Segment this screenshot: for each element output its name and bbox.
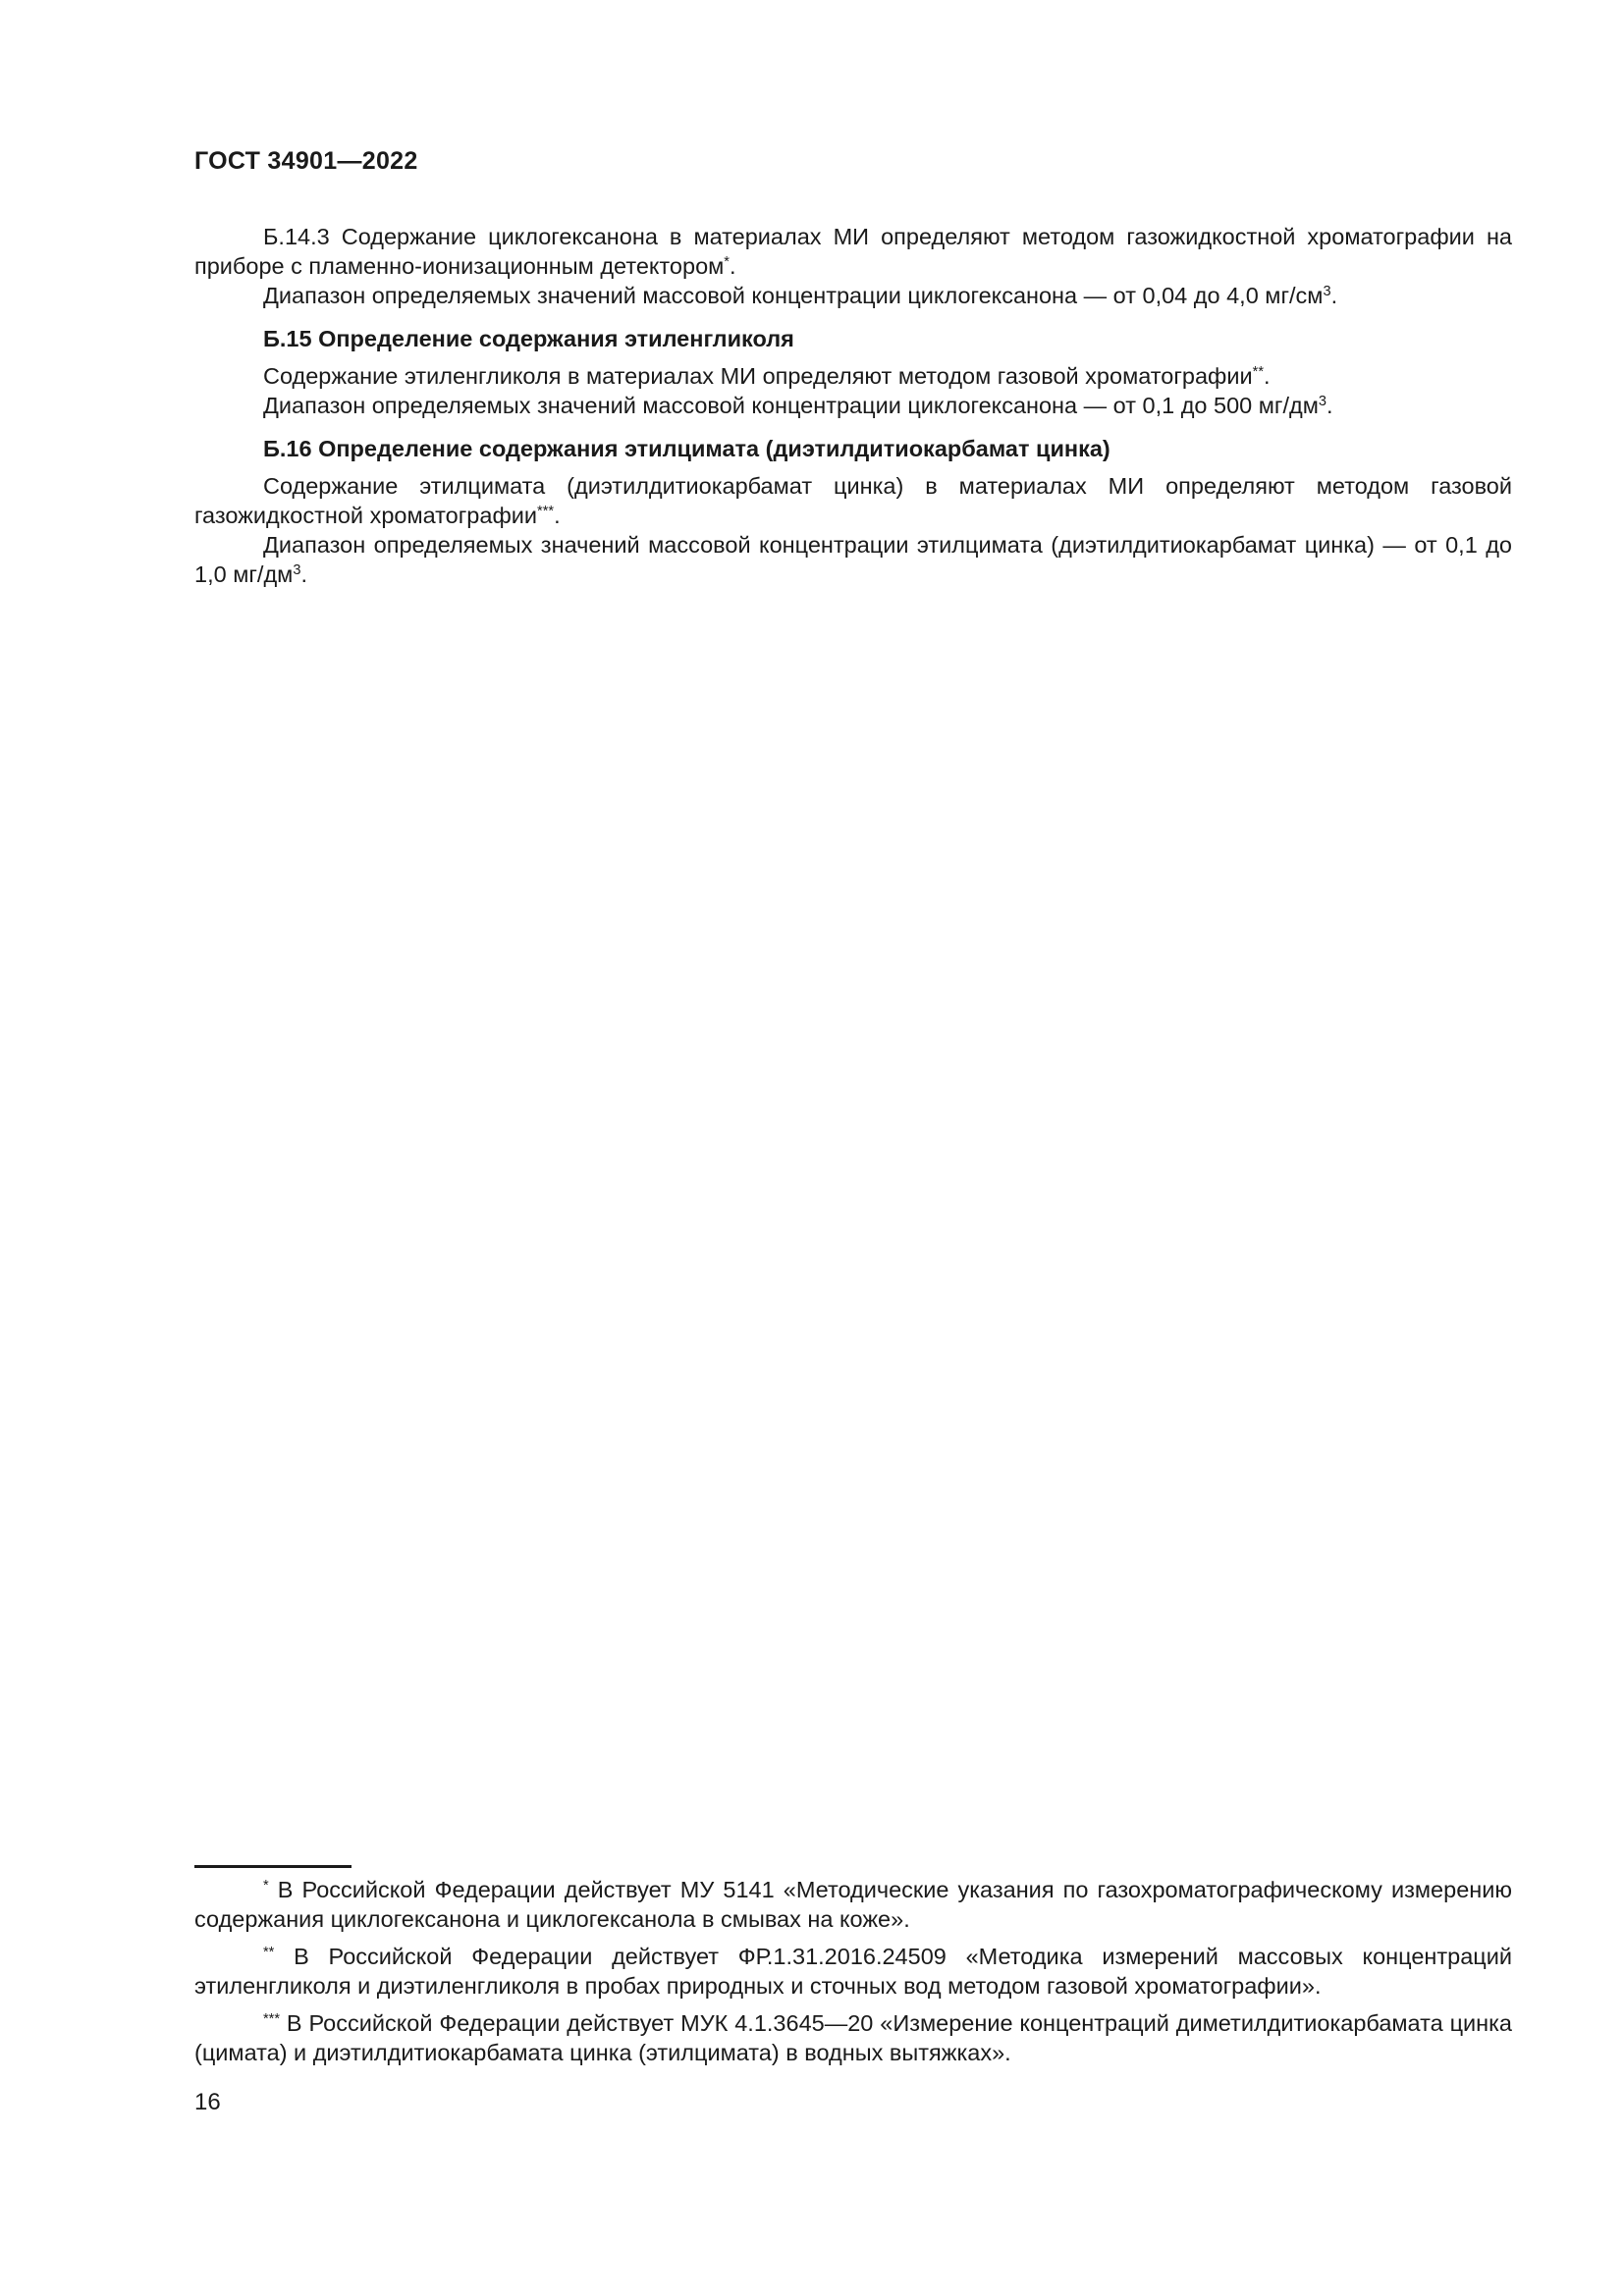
footnote-ref-3[interactable]: *** — [537, 504, 555, 519]
paragraph-range-ethylene-glycol: Диапазон определяемых значений массовой концентрации циклогексанона — от 0,1 до 500 $мг/дм^3$. — [263, 393, 1333, 418]
paragraph-ethylene-glycol: Содержание этиленгликоля в материалах МИ определяют методом газовой хроматографии**. — [263, 363, 1271, 389]
footnote-1: * В Российской Федерации действует МУ 5141 «Методические указания по газохроматографическому измерению содержания циклогексанона и циклогексанола в смывах на коже». — [194, 1877, 1512, 1932]
document-body — [194, 222, 1512, 589]
paragraph-range-ethylcimate: Диапазон определяемых значений массовой концентрации этилцимата (диэтилдитиокарбамат цинка) — от 0,1 до 1,0 $мг/дм^3$. — [194, 532, 1512, 587]
paragraph-range-cyclohexanone: Диапазон определяемых значений массовой концентрации циклогексанона — от 0,04 до 4,0 $мг/см^3$. — [263, 283, 1338, 308]
page-number: 16 — [194, 2089, 221, 2115]
footnote-ref-2[interactable]: ** — [1252, 364, 1264, 380]
paragraph-ethylcimate: Содержание этилцимата (диэтилдитиокарбамат цинка) в материалах МИ определяют методом газовой газожидкостной хроматографии***. — [194, 473, 1512, 528]
footnote-2: ** В Российской Федерации действует ФР.1.31.2016.24509 «Методика измерений массовых концентраций этиленгликоля и диэтиленгликоля в пробах природных и сточных вод методом газовой хроматографии». — [194, 1944, 1512, 1999]
section-heading-b15: Б.15 Определение содержания этиленгликоля — [263, 326, 794, 351]
footnote-3: *** В Российской Федерации действует МУК 4.1.3645—20 «Измерение концентраций диметилдитиокарбамата цинка (цимата) и диэтилдитиокарбамата цинка (этилцимата) в водных вытяжках». — [194, 2010, 1512, 2065]
footnotes — [194, 1875, 1512, 2075]
footnote-separator — [194, 1865, 352, 1868]
section-heading-b16: Б.16 Определение содержания этилцимата (диэтилдитиокарбамат цинка) — [263, 436, 1110, 461]
footnote-ref-1[interactable]: * — [724, 254, 730, 270]
paragraph-b14-3: Б.14.3 Содержание циклогексанона в материалах МИ определяют методом газожидкостной хроматографии на приборе с пламенно-ионизационным детектором*. — [194, 224, 1512, 279]
document-header: ГОСТ 34901—2022 — [194, 147, 418, 175]
